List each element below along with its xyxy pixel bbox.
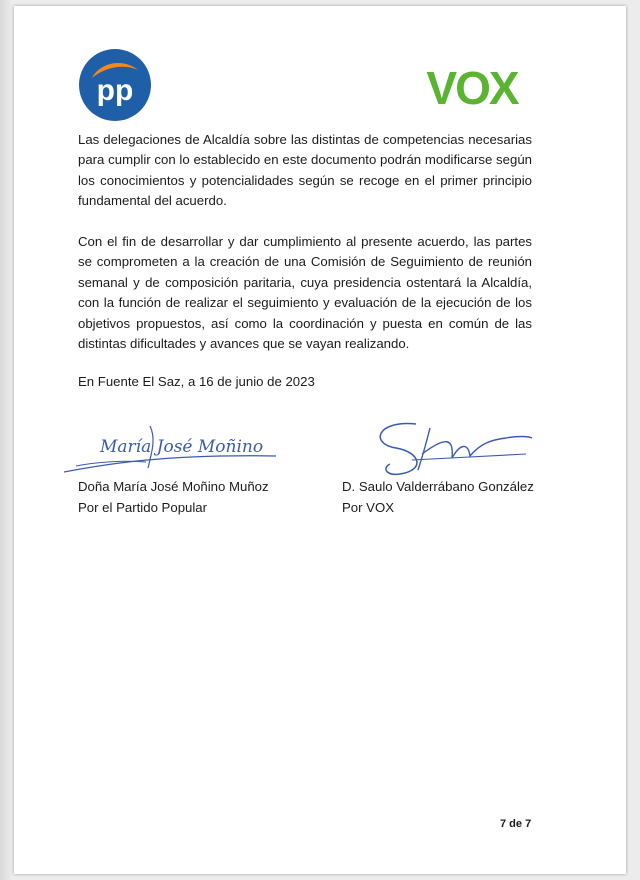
paragraph-delegaciones: Las delegaciones de Alcaldía sobre las distintas de competencias necesarias para cumplir con lo establecido en este documento podrán modificarse según los conocimientos y potencialidades según se recoge en el primer principio fundamental del acuerdo. <box>78 132 532 209</box>
signature-left-handwriting: María José Moñino <box>100 437 264 457</box>
signatory-left-party: Por el Partido Popular <box>78 500 208 515</box>
signatory-right-name: D. Saulo Valderrábano González <box>342 479 534 494</box>
place-date: En Fuente El Saz, a 16 de junio de 2023 <box>78 374 315 389</box>
pp-logo-text: pp <box>96 74 134 107</box>
pp-logo <box>78 48 152 122</box>
paragraph-comision: Con el fin de desarrollar y dar cumplimiento al presente acuerdo, las partes se comprometen a la creación de una Comisión de Seguimiento de reunión semanal y de composición paritaria, cuya presidencia ostentará la Alcaldía, con la función de realizar el seguimiento y evaluación de la ejecución de los objetivos propuestos, así como la coordinación y puesta en común de las distintas dificultades y avances que se vayan realizando. <box>78 234 532 352</box>
signature-left <box>46 418 286 478</box>
signature-right <box>356 414 536 480</box>
signatory-right-party: Por VOX <box>342 500 395 515</box>
signatory-right <box>342 476 534 518</box>
vox-logo-text: VOX <box>426 62 518 110</box>
vox-logo <box>416 62 528 110</box>
page-edge <box>0 0 14 880</box>
page-number: 7 de 7 <box>500 818 532 830</box>
signatory-left-name: Doña María José Moñino Muñoz <box>78 479 269 494</box>
signatory-left <box>78 476 269 518</box>
